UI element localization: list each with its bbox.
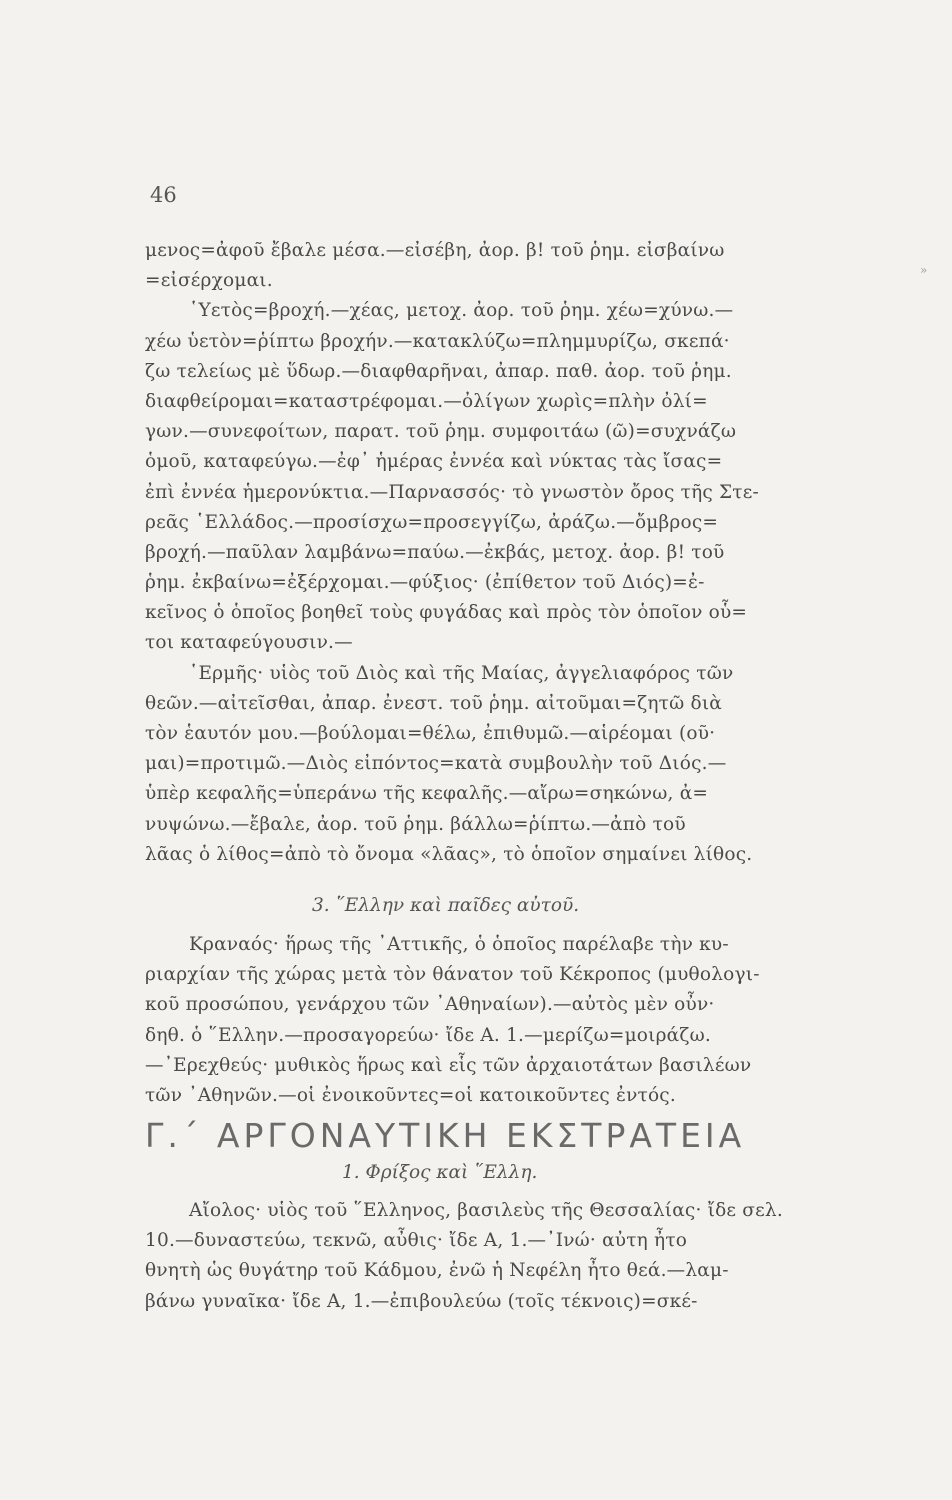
text-line: διαφθείρομαι=καταστρέφομαι.—ὀλίγων χωρὶς=πλὴν ὀλί= [145,390,708,412]
text-line: =εἰσέρχομαι. [145,270,273,292]
text-line: μενος=ἀφοῦ ἔβαλε μέσα.—εἰσέβη, ἀορ. β! τοῦ ῥημ. εἰσβαίνω [145,240,725,261]
section-heading: 3. ῞Ελλην καὶ παῖδες αὐτοῦ. [312,895,580,916]
text-line: δηθ. ὁ ῞Ελλην.—προσαγορεύω· ἴδε Α. 1.—μερίζω=μοιράζω. [145,1024,711,1046]
text-line: τὸν ἑαυτόν μου.—βούλομαι=θέλω, ἐπιθυμῶ.—αἱρέομαι (οῦ· [145,723,716,744]
chapter-text-block [145,1196,833,1317]
text-line: κοῦ προσώπου, γενάρχου τῶν ᾿Αθηναίων).—αὐτὸς μὲν οὖν· [145,994,715,1016]
text-line: τοι καταφεύγουσιν.— [145,632,353,654]
page-number: 46 [150,183,177,207]
text-line: βάνω γυναῖκα· ἴδε Α, 1.—ἐπιβουλεύω (τοῖς τέκνοις)=σκέ- [145,1290,698,1312]
text-line: ριαρχίαν τῆς χώρας μετὰ τὸν θάνατον τοῦ Κέκροπος (μυθολογι- [145,964,760,986]
margin-mark: » [920,263,928,277]
text-line: —᾿Ερεχθεύς· μυθικὸς ἥρως καὶ εἷς τῶν ἀρχαιοτάτων βασιλέων [145,1054,752,1076]
text-line: ῥημ. ἐκβαίνω=ἐξέρχομαι.—φύξιος· (ἐπίθετον τοῦ Διός)=ἐ- [145,572,705,594]
text-line: ζω τελείως μὲ ὕδωρ.—διαφθαρῆναι, ἀπαρ. παθ. ἀορ. τοῦ ῥημ. [145,360,732,382]
text-line: ὁμοῦ, καταφεύγω.—ἐφ᾽ ἡμέρας ἐννέα καὶ νύκτας τὰς ἴσας= [145,451,723,473]
text-line: Αἴολος· υἱὸς τοῦ ῞Ελληνος, βασιλεὺς τῆς Θεσσαλίας· ἴδε σελ. [189,1200,783,1221]
section-text-block [145,930,833,1111]
text-line: τῶν ᾿Αθηνῶν.—οἱ ἐνοικοῦντες=οἱ κατοικοῦντες ἐντός. [145,1084,676,1106]
text-line: κεῖνος ὁ ὁποῖος βοηθεῖ τοὺς φυγάδας καὶ πρὸς τὸν ὁποῖον οὗ= [145,602,748,624]
text-line: λᾶας ὁ λίθος=ἀπὸ τὸ ὄνομα «λᾶας», τὸ ὁποῖον σημαίνει λίθος. [145,843,753,865]
text-line: ρεᾶς ῾Ελλάδος.—προσίσχω=προσεγγίζω, ἀράζω.—ὄμβρος= [145,511,719,533]
text-line: ὑπὲρ κεφαλῆς=ὑπεράνω τῆς κεφαλῆς.—αἴρω=σηκώνω, ἀ= [145,783,709,805]
text-line: θνητὴ ὡς θυγάτηρ τοῦ Κάδμου, ἐνῶ ἡ Νεφέλη ἦτο θεά.—λαμ- [145,1260,729,1282]
text-line: θεῶν.—αἰτεῖσθαι, ἀπαρ. ἐνεστ. τοῦ ῥημ. αἰτοῦμαι=ζητῶ διὰ [145,692,722,714]
text-line: γων.—συνεφοίτων, παρατ. τοῦ ῥημ. συμφοιτάω (ῶ)=συχνάζω [145,421,737,443]
text-line: νυψώνω.—ἔβαλε, ἀορ. τοῦ ῥημ. βάλλω=ῥίπτω.—ἀπὸ τοῦ [145,813,686,835]
text-line: μαι)=προτιμῶ.—Διὸς εἰπόντος=κατὰ συμβουλὴν τοῦ Διός.— [145,753,727,775]
text-line: ῾Ερμῆς· υἱὸς τοῦ Διὸς καὶ τῆς Μαίας, ἀγγελιαφόρος τῶν [189,662,734,684]
text-line: ἐπὶ ἐννέα ἡμερονύκτια.—Παρνασσός· τὸ γνωστὸν ὄρος τῆς Στε- [145,481,759,503]
text-line: 10.—δυναστεύω, τεκνῶ, αὖθις· ἴδε Α, 1.—᾿Ινώ· αὐτη ἦτο [145,1230,688,1252]
glossary-text-block [145,236,833,870]
text-line: χέω ὑετὸν=ῥίπτω βροχήν.—κατακλύζω=πλημμυρίζω, σκεπά· [145,330,730,352]
text-line: Κραναός· ἥρως τῆς ᾿Αττικῆς, ὁ ὁποῖος παρέλαβε τὴν κυ- [189,934,729,955]
section-heading: 1. Φρίξος καὶ ῞Ελλη. [342,1162,538,1183]
chapter-heading: Γ.΄ ΑΡΓΟΝΑΥΤΙΚΗ ΕΚΣΤΡΑΤΕΙΑ [145,1116,746,1155]
text-line: ῾Υετὸς=βροχή.—χέας, μετοχ. ἀορ. τοῦ ῥημ. χέω=χύνω.— [189,300,734,322]
text-line: βροχή.—παῦλαν λαμβάνω=παύω.—ἐκβάς, μετοχ. ἀορ. β! τοῦ [145,541,725,563]
